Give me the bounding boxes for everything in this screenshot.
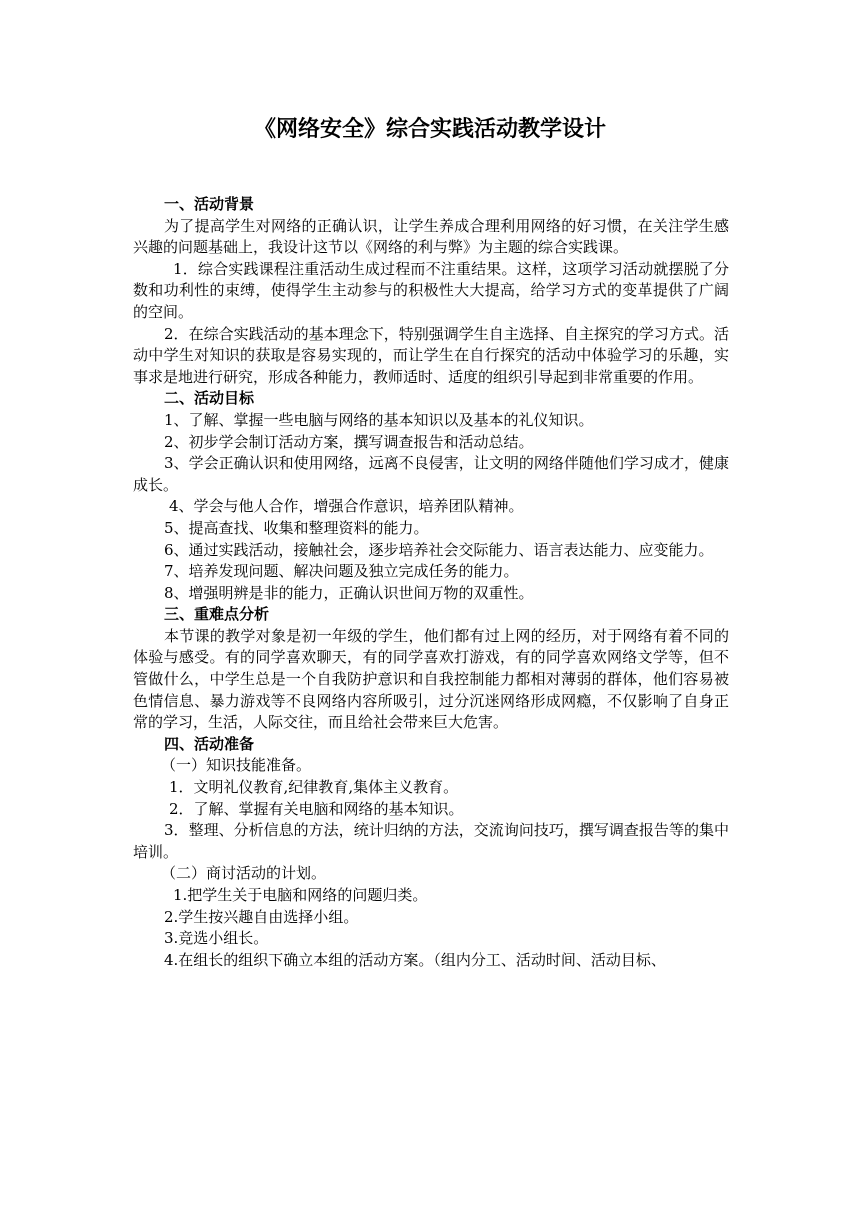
paragraph: 1．综合实践课程注重活动生成过程而不注重结果。这样，这项学习活动就摆脱了分数和功利性的束缚，使得学生主动参与的积极性大大提高，给学习方式的变革提供了广阔的空间。 <box>133 259 729 321</box>
list-item: 6、通过实践活动，接触社会，逐步培养社会交际能力、语言表达能力、应变能力。 <box>164 540 714 559</box>
list-item: 4、学会与他人合作，增强合作意识，培养团队精神。 <box>169 497 524 516</box>
document-title: 《网络安全》综合实践活动教学设计 <box>253 116 606 142</box>
list-item: 2．了解、掌握有关电脑和网络的基本知识。 <box>169 799 464 818</box>
list-item: 2、初步学会制订活动方案，撰写调查报告和活动总结。 <box>164 432 534 451</box>
section-heading-background: 一、活动背景 <box>164 195 255 213</box>
paragraph: 为了提高学生对网络的正确认识，让学生养成合理利用网络的好习惯，在关注学生感兴趣的问题基础上，我设计这节以《网络的利与弊》为主题的综合实践课。 <box>133 216 729 257</box>
list-item: 3．整理、分析信息的方法，统计归纳的方法，交流询问技巧，撰写调查报告等的集中培训。 <box>133 821 729 861</box>
list-item: 1.把学生关于电脑和网络的问题归类。 <box>173 886 428 904</box>
list-item: 1．文明礼仪教育,纪律教育,集体主义教育。 <box>169 778 459 797</box>
list-item: 8、增强明辨是非的能力，正确认识世间万物的双重性。 <box>164 583 534 602</box>
list-item: 5、提高查找、收集和整理资料的能力。 <box>164 518 429 537</box>
subsection-heading: （二）商讨活动的计划。 <box>161 864 327 883</box>
list-item: 2.学生按兴趣自由选择小组。 <box>164 907 359 926</box>
list-item: 3、学会正确认识和使用网络，远离不良侵害，让文明的网络伴随他们学习成才，健康成长。 <box>133 454 729 494</box>
paragraph: 2．在综合实践活动的基本理念下，特别强调学生自主选择、自主探究的学习方式。活动中学生对知识的获取是容易实现的，而让学生在自行探究的活动中体验学习的乐趣，实事求是地进行研究，形成各种能力，教师适时、适度的组织引导起到非常重要的作用。 <box>133 324 729 386</box>
document-body <box>133 194 729 971</box>
list-item: 3.竞选小组长。 <box>164 929 269 948</box>
paragraph: 本节课的教学对象是初一年级的学生，他们都有过上网的经历，对于网络有着不同的体验与感受。有的同学喜欢聊天，有的同学喜欢打游戏，有的同学喜欢网络文学等，但不管做什么，中学生总是一个自我防护意识和自我控制能力都相对薄弱的群体，他们容易被色情信息、暴力游戏等不良网络内容所吸引，过分沉迷网络形成网瘾，不仅影响了自身正常的学习，生活，人际交往，而且给社会带来巨大危害。 <box>133 626 729 732</box>
subsection-heading: （一）知识技能准备。 <box>161 756 312 775</box>
section-heading-analysis: 三、重难点分析 <box>164 605 270 624</box>
section-heading-preparation: 四、活动准备 <box>164 734 255 753</box>
list-item: 1、了解、掌握一些电脑与网络的基本知识以及基本的礼仪知识。 <box>164 410 594 429</box>
list-item: 4.在组长的组织下确立本组的活动方案。（组内分工、活动时间、活动目标、 <box>164 950 666 969</box>
section-heading-goals: 二、活动目标 <box>164 389 255 408</box>
list-item: 7、培养发现问题、解决问题及独立完成任务的能力。 <box>164 562 519 581</box>
